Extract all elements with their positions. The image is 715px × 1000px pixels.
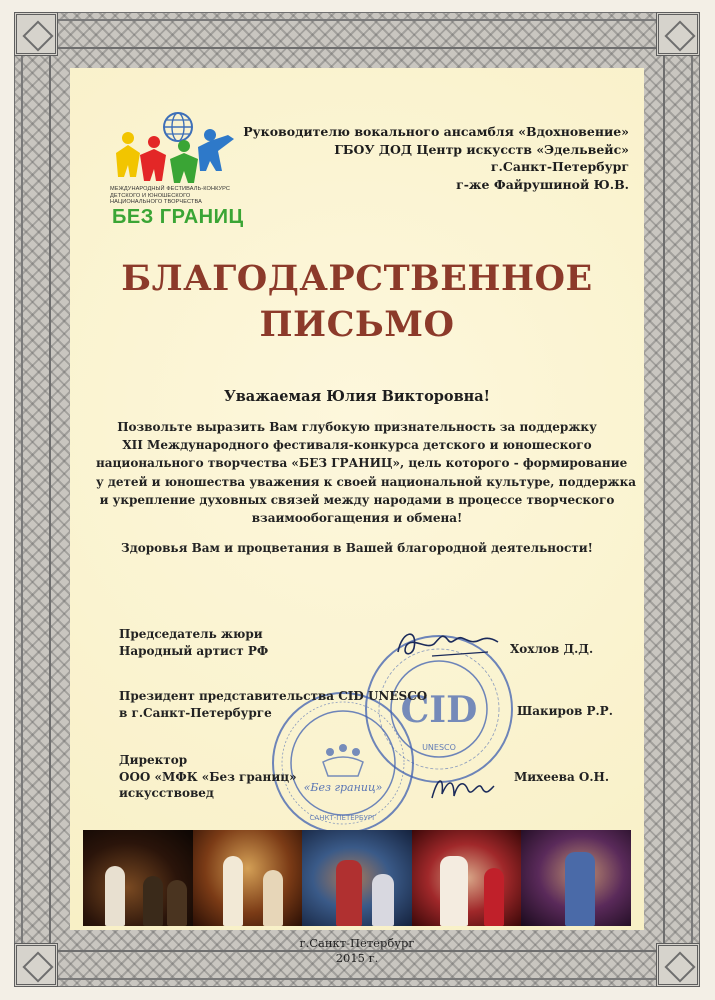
photo-singers: [412, 830, 522, 926]
footer-year: 2015 г.: [335, 951, 379, 965]
border-corner-ornament: [14, 943, 58, 987]
body-line: XII Международного фестиваля-конкурса детского и юношеского: [122, 438, 592, 453]
greeting: Уважаемая Юлия Викторовна!: [223, 388, 491, 405]
photo-singers: [302, 830, 412, 926]
signatory-chairman-name: Хохлов Д.Д.: [510, 642, 594, 656]
stamp-unesco-text: UNESCO: [422, 743, 456, 752]
recipient-block: [243, 123, 629, 193]
recipient-line: г.Санкт-Петербург: [490, 159, 629, 174]
performance-photo-strip: [83, 830, 631, 926]
border-corner-ornament: [14, 12, 58, 56]
signatory-chairman-title: Председатель жюри Народный артист РФ: [119, 627, 269, 658]
logo-title: БЕЗ ГРАНИЦ: [112, 206, 244, 228]
photo-dancers: [193, 830, 303, 926]
signatory-director-name: Михеева О.Н.: [514, 770, 610, 784]
border-corner-ornament: [656, 12, 700, 56]
body-line: и укрепление духовных связей между народами в процессе творческого: [99, 492, 615, 507]
body-line: взаимообогащения и обмена!: [251, 511, 463, 526]
photo-dancers: [83, 830, 193, 926]
stamp-bottom-text: САНКТ-ПЕТЕРБУРГ: [309, 814, 377, 822]
letter-title: ПИСЬМО: [259, 304, 455, 345]
body-line: у детей и юношества уважения к своей национальной культуре, поддержка: [96, 474, 637, 489]
signatory-president-name: Шакиров Р.Р.: [517, 704, 613, 718]
stamp-center-text: «Без границ»: [303, 781, 383, 794]
footer: [70, 936, 644, 966]
signatory-director-title: Директор ООО «МФК «Без границ» искусствовед: [119, 753, 297, 800]
signatory-president-title: Президент представительства CID UNESCO в г.Санкт-Петербурге: [119, 689, 428, 720]
recipient-line: Руководителю вокального ансамбля «Вдохновение»: [243, 124, 629, 139]
photo-dancer: [521, 830, 631, 926]
recipient-line: г-же Файрушиной Ю.В.: [456, 176, 629, 192]
footer-city: г.Санкт-Петербург: [299, 936, 415, 950]
body-line: Позвольте выразить Вам глубокую признательность за поддержку: [117, 420, 597, 434]
recipient-line: ГБОУ ДОД Центр искусств «Эдельвейс»: [334, 141, 629, 157]
signature-khokhlov-icon: [392, 622, 504, 664]
letter-body: [96, 418, 637, 527]
letter-title: БЛАГОДАРСТВЕННОЕ: [121, 258, 593, 299]
signature-mikheeva-icon: [428, 770, 498, 806]
stamp-cid-letters: CID: [400, 689, 478, 731]
border-corner-ornament: [656, 943, 700, 987]
closing-wish: Здоровья Вам и процветания в Вашей благородной деятельности!: [121, 541, 593, 555]
logo-caption: МЕЖДУНАРОДНЫЙ ФЕСТИВАЛЬ-КОНКУРС ДЕТСКОГО И ЮНОШЕСКОГО НАЦИОНАЛЬНОГО ТВОРЧЕСТВА: [110, 186, 231, 205]
body-line: национального творчества «БЕЗ ГРАНИЦ», цель которого - формирование: [96, 456, 628, 471]
